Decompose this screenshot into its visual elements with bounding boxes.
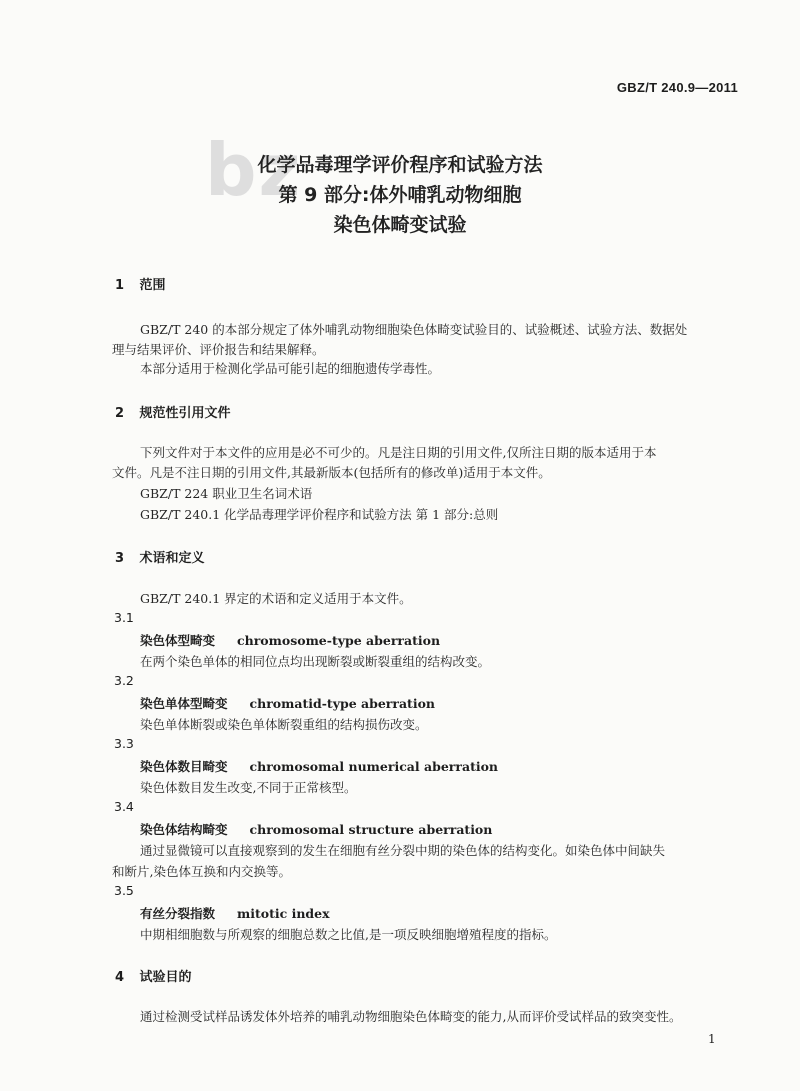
section-title: 试验目的	[139, 970, 192, 985]
term-chinese: 染色体数目畸变	[140, 759, 228, 774]
paragraph: GBZ/T 240.1 界定的术语和定义适用于本文件。	[140, 591, 412, 606]
clause-number: 3.3	[114, 736, 134, 751]
standard-code: GBZ/T 240.9—2011	[616, 80, 738, 95]
page-number: 1	[708, 1032, 716, 1046]
term-chinese: 染色单体型畸变	[140, 696, 228, 711]
section-1-heading	[115, 274, 166, 293]
term-english: chromosome-type aberration	[237, 633, 441, 648]
reference-item: GBZ/T 240.1 化学品毒理学评价程序和试验方法 第 1 部分:总则	[140, 507, 499, 522]
term-chinese: 有丝分裂指数	[140, 906, 216, 921]
reference-item: GBZ/T 224 职业卫生名词术语	[140, 486, 313, 501]
section-2-heading	[115, 402, 231, 421]
clause-number: 3.4	[114, 799, 134, 814]
paragraph: 本部分适用于检测化学品可能引起的细胞遗传学毒性。	[140, 361, 441, 376]
section-title: 规范性引用文件	[139, 406, 231, 421]
document-title-line-3: 染色体畸变试验	[333, 214, 467, 236]
term-definition: 中期相细胞数与所观察的细胞总数之比值,是一项反映细胞增殖程度的指标。	[140, 927, 557, 942]
term-entry	[140, 757, 498, 775]
paragraph: 理与结果评价、评价报告和结果解释。	[112, 342, 325, 357]
term-english: mitotic index	[237, 906, 330, 921]
term-definition: 通过显微镜可以直接观察到的发生在细胞有丝分裂中期的染色体的结构变化。如染色体中间缺失	[140, 843, 666, 858]
section-number: 3	[115, 551, 125, 566]
section-number: 2	[115, 406, 125, 421]
document-title-line-1: 化学品毒理学评价程序和试验方法	[257, 154, 543, 176]
term-english: chromosomal structure aberration	[249, 822, 493, 837]
paragraph: 通过检测受试样品诱发体外培养的哺乳动物细胞染色体畸变的能力,从而评价受试样品的致突变性。	[140, 1009, 682, 1024]
section-number: 4	[115, 970, 125, 985]
term-english: chromatid-type aberration	[249, 696, 436, 711]
paragraph: GBZ/T 240 的本部分规定了体外哺乳动物细胞染色体畸变试验目的、试验概述、试验方法、数据处	[140, 322, 688, 337]
term-definition: 染色体数目发生改变,不同于正常核型。	[140, 780, 357, 795]
term-entry	[140, 694, 435, 712]
clause-number: 3.5	[114, 883, 134, 898]
term-definition: 和断片,染色体互换和内交换等。	[112, 864, 291, 879]
document-title-line-2: 第 9 部分:体外哺乳动物细胞	[278, 184, 522, 206]
term-entry	[140, 904, 330, 922]
paragraph: 下列文件对于本文件的应用是必不可少的。凡是注日期的引用文件,仅所注日期的版本适用于本	[140, 445, 657, 460]
section-title: 术语和定义	[139, 551, 205, 566]
term-entry	[140, 820, 492, 838]
term-chinese: 染色体型畸变	[140, 633, 216, 648]
term-english: chromosomal numerical aberration	[249, 759, 499, 774]
section-4-heading	[115, 966, 192, 985]
term-definition: 在两个染色单体的相同位点均出现断裂或断裂重组的结构改变。	[140, 654, 491, 669]
clause-number: 3.2	[114, 673, 134, 688]
section-number: 1	[115, 278, 125, 293]
term-definition: 染色单体断裂或染色单体断裂重组的结构损伤改变。	[140, 717, 428, 732]
clause-number: 3.1	[114, 610, 134, 625]
term-entry	[140, 631, 440, 649]
paragraph: 文件。凡是不注日期的引用文件,其最新版本(包括所有的修改单)适用于本文件。	[112, 465, 551, 480]
section-title: 范围	[139, 278, 166, 293]
term-chinese: 染色体结构畸变	[140, 822, 228, 837]
section-3-heading	[115, 547, 205, 566]
watermark: bz	[205, 128, 303, 212]
